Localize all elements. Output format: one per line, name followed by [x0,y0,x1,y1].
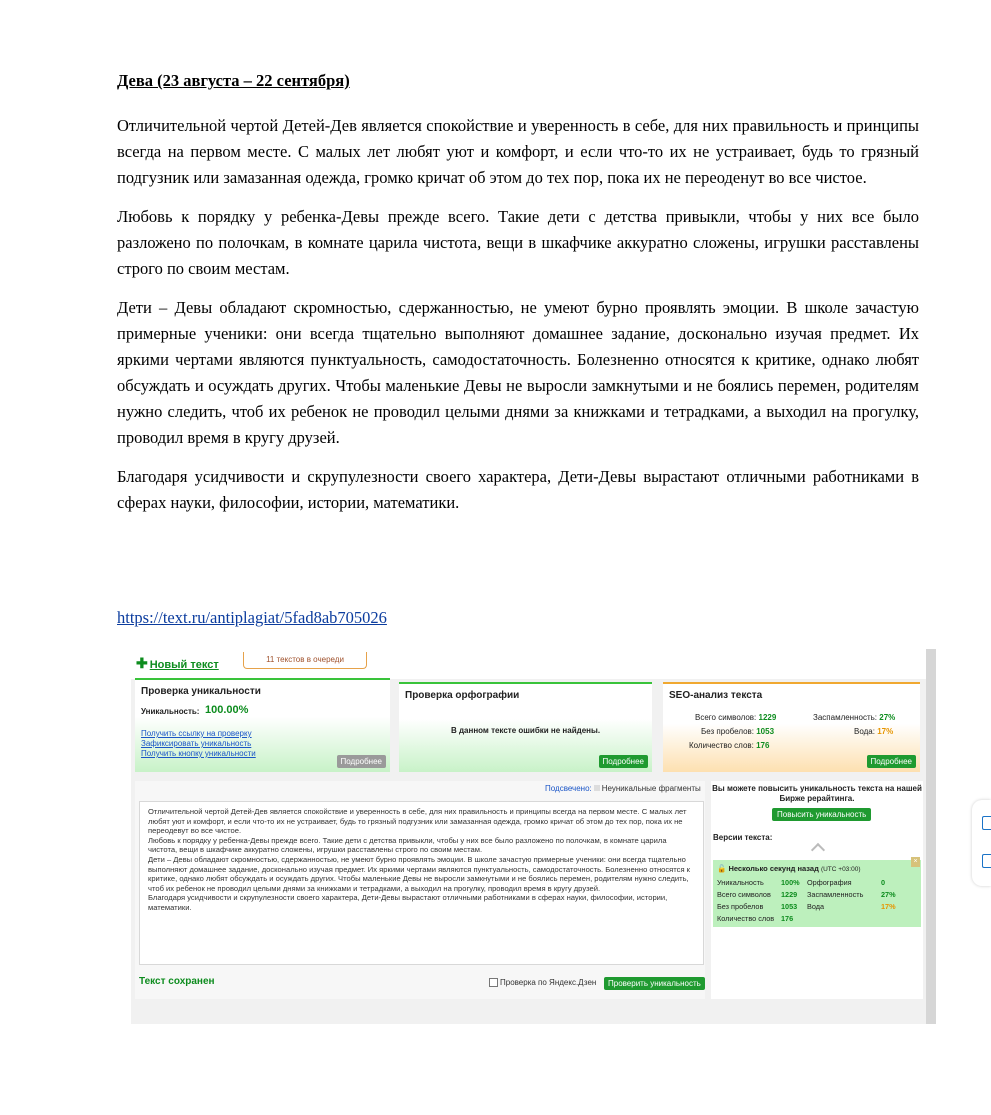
ver-spell-label: Орфография [807,878,852,887]
right-column [711,781,923,999]
section-heading: Дева (23 августа – 22 сентября) [117,71,350,90]
ver-spell-value [881,878,885,887]
seo-total-chars-value: 1229 [758,713,777,722]
checked-text-para-1: Отличительной чертой Детей-Дев является спокойствие и уверенность в себе, для них правильность и принципы всегда на первом месте. С малых лет любят уют и комфорт, и если что-то их не устраивает, будь то грязный подгузник или замазанная одежда, громко кричат об этом до тех пор, пока их не переодевут во все чистое. [148,807,687,836]
plus-icon: ✚ [136,655,148,671]
ver-water: 17% [881,902,896,911]
get-button-link[interactable]: Получить кнопку уникальности [141,749,256,758]
checked-text-para-2: Любовь к порядку у ребенка-Девы прежде всего. Такие дети с детства привыкли, чтобы у них все было разложено по полочкам, в комнате царила чистота, вещи в шкафчике аккуратно сложены, игрушки расставлены строго по своим местам. [148,835,667,855]
new-text-label: Новый текст [149,659,219,671]
fix-uniqueness-link[interactable]: Зафиксировать уникальность [141,739,252,748]
seo-water-value: 17% [877,727,894,736]
chevron-up-icon[interactable] [811,843,825,857]
edit-icon[interactable] [982,854,991,868]
raise-uniqueness-button[interactable]: Повысить уникальность [772,808,871,821]
seo-more-button[interactable]: Подробнее [867,755,917,768]
spelling-panel [399,682,652,772]
seo-no-spaces [701,727,774,736]
spelling-title: Проверка орфографии [405,690,520,701]
version-item[interactable] [713,860,921,927]
seo-spam-label: Заспамленность: [813,713,878,722]
version-title: 🔓 Несколько секунд назад (UTC +03:00) [717,864,861,873]
version-title-text: Несколько секунд назад [728,864,819,873]
ver-nospace-value [781,902,797,911]
ver-nospace: 1053 [781,902,798,911]
spelling-more-button[interactable]: Подробнее [599,755,649,768]
nonunique-label: Неуникальные фрагменты [601,784,701,793]
uniqueness-panel [135,678,390,772]
highlight-legend [545,784,701,793]
ver-water-label: Вода [807,902,825,911]
seo-no-spaces-label: Без пробелов: [701,727,754,736]
check-uniqueness-button[interactable]: Проверить уникальность [604,977,705,990]
ver-spell: 0 [881,878,886,887]
ver-uniq-value [781,878,800,887]
paragraph-1: Отличительной чертой Детей-Дев является спокойствие и уверенность в себе, для них правильность и принципы всегда на первом месте. С малых лет любят уют и комфорт, и если что-то их не устраивает, будь то грязный подгузник или замазанная одежда, громко кричат об этом до тех пор, пока их не переоденут во все чистое. [117,116,919,187]
yandex-check-label: Проверка по Яндекс.Дзен [500,978,597,987]
checked-text-area[interactable] [139,801,704,965]
close-icon[interactable]: × [911,857,920,867]
ver-uniq-label: Уникальность [717,878,764,887]
ver-total-value [781,890,797,899]
antiplagiat-link[interactable]: https://text.ru/antiplagiat/5fad8ab705026 [117,608,387,627]
seo-words-value: 176 [756,741,770,750]
seo-panel [663,682,920,772]
side-toolbar [972,800,991,886]
queue-badge: 11 текстов в очереди [243,652,367,669]
screenshot-scrollbar [926,649,936,1024]
seo-total-chars [695,713,776,722]
ver-water-value [881,902,896,911]
ver-words-label: Количество слов [717,914,775,923]
ver-total-label: Всего символов [717,890,771,899]
paragraph-3: Дети – Девы обладают скромностью, сдержанностью, не умеют бурно проявлять эмоции. В школе зачастую примерные ученики: они всегда тщательно выполняют домашнее задание, досконально изучая предмет. Их яркими чертами являются пунктуальность, самодостаточность. Болезненно относятся к критике, однако любят обсуждать и осуждать других. Чтобы маленькие Девы не выросли замкнутыми и не боялись перемен, родителям нужно следить, чтоб их ребенок не проводил целыми днями за книжками и тетрадками, а выходил на прогулку, проводил время в кругу друзей. [117,298,919,447]
comment-icon[interactable] [982,816,991,830]
screenshot-topbar [131,649,926,679]
document-body [117,70,919,516]
versions-label: Версии текста: [713,833,773,842]
seo-title: SEO-анализ текста [669,690,763,701]
uniqueness-label: Уникальность: [141,707,200,716]
legend-swatch [594,785,600,791]
ver-uniq: 100% [781,878,800,887]
seo-no-spaces-value: 1053 [756,727,775,736]
ver-spam-value [881,890,896,899]
seo-water-label: Вода: [854,727,875,736]
seo-total-chars-label: Всего символов: [695,713,757,722]
highlight-label: Подсвечено: [545,784,592,793]
yandex-check[interactable] [489,978,596,987]
version-tz: (UTC +03:00) [820,866,861,873]
ver-nospace-label: Без пробелов [717,902,764,911]
seo-spam [813,713,895,722]
paragraph-2: Любовь к порядку у ребенка-Девы прежде всего. Такие дети с детства привыкли, чтобы у них все было разложено по полочкам, в комнате царила чистота, вещи в шкафчике аккуратно сложены, игрушки расставлены строго по своим местам. [117,207,919,278]
paragraph-4: Благодаря усидчивости и скрупулезности своего характера, Дети-Девы вырастают отличными работниками в сферах науки, философии, истории, математики. [117,467,919,512]
text-saved-label: Текст сохранен [139,976,215,987]
seo-water [854,727,893,736]
ver-spam-label: Заспамленность [807,890,864,899]
checked-text-para-3: Дети – Девы обладают скромностью, сдержанностью, не умеют бурно проявлять эмоции. В школе зачастую примерные ученики: они всегда тщательно выполняют домашнее задание, досконально изучая предмет. Их яркими чертами являются пунктуальность, самодостаточность. Болезненно относятся к критике, однако любят обсуждать и осуждать других. Чтобы маленькие Девы не выросли замкнутыми и не боялись перемен, родителям нужно следить, чтоб их ребенок не проводил целыми днями за книжками и тетрадками, а выходил на прогулку, проводил время в кругу друзей. [148,854,690,893]
ver-words: 176 [781,914,794,923]
ver-words-value [781,914,793,923]
uniqueness-more-button[interactable]: Подробнее [337,755,387,768]
embedded-screenshot [131,649,936,1024]
ver-spam: 27% [881,890,896,899]
yandex-checkbox[interactable] [489,978,498,987]
uniqueness-value: 100.00% [205,704,249,716]
new-text-link[interactable] [136,655,219,672]
get-link-link[interactable]: Получить ссылку на проверку [141,729,252,738]
uniqueness-title: Проверка уникальности [141,686,261,697]
seo-spam-value: 27% [879,713,896,722]
ver-total: 1229 [781,890,798,899]
raise-text: Вы можете повысить уникальность текста на нашей Бирже рерайтинга. [712,784,922,803]
seo-words-label: Количество слов: [689,741,754,750]
spelling-message: В данном тексте ошибки не найдены. [450,726,601,735]
checked-text-para-4: Благодаря усидчивости и скрупулезности своего характера, Дети-Девы вырастают отличными работниками в сферах науки, философии, истории, математики. [148,893,668,912]
seo-words [689,741,769,750]
